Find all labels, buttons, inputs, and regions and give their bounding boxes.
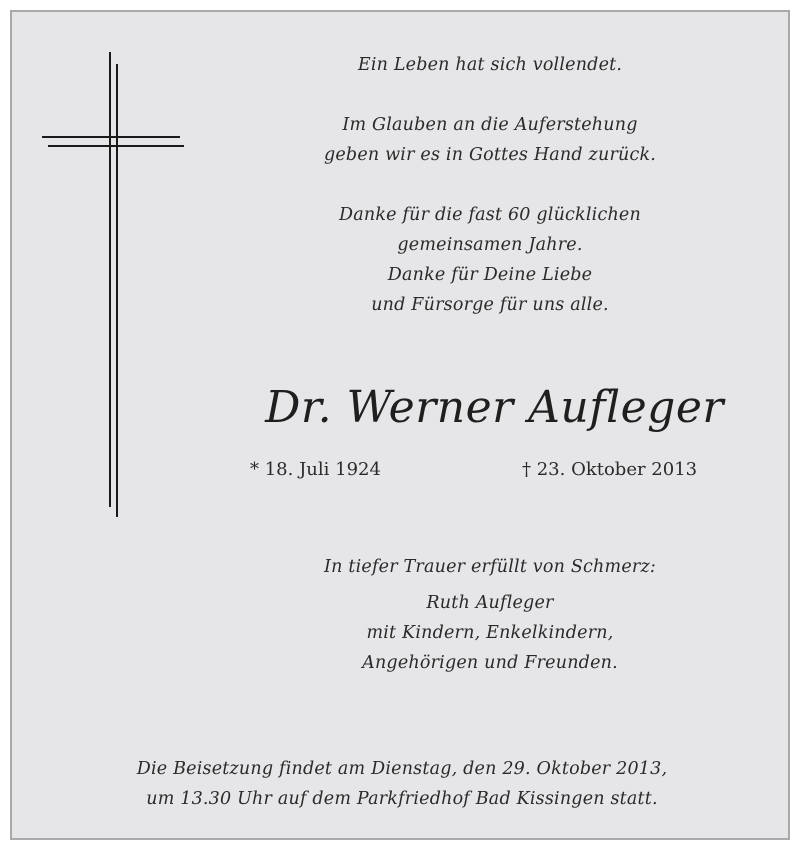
obituary-card — [10, 10, 790, 840]
funeral-line-1: Die Beisetzung findet am Dienstag, den 29. Oktober 2013, — [136, 759, 668, 779]
mourners-intro: In tiefer Trauer erfüllt von Schmerz: — [324, 557, 656, 577]
funeral-text — [52, 754, 752, 814]
mourners-line-2: mit Kindern, Enkelkindern, — [366, 623, 614, 643]
thanks-text — [290, 200, 690, 320]
cross-icon — [12, 12, 212, 532]
opening-text — [290, 50, 690, 80]
mourners-line-3: Angehörigen und Freunden. — [362, 653, 618, 673]
deceased-name: Dr. Werner Aufleger — [265, 382, 724, 433]
faith-line-1: Im Glauben an die Auferstehung — [342, 115, 638, 135]
birth-date: * 18. Juli 1924 — [250, 459, 381, 480]
thanks-line-4: und Fürsorge für uns alle. — [371, 295, 609, 315]
thanks-line-2: gemeinsamen Jahre. — [397, 235, 583, 255]
opening-line: Ein Leben hat sich vollendet. — [357, 55, 623, 75]
faith-text — [290, 110, 690, 170]
thanks-line-3: Danke für Deine Liebe — [387, 265, 593, 285]
mourners-text — [270, 552, 710, 678]
mourners-line-1: Ruth Aufleger — [426, 593, 554, 613]
death-date: † 23. Oktober 2013 — [522, 459, 698, 480]
thanks-line-1: Danke für die fast 60 glücklichen — [339, 205, 641, 225]
funeral-line-2: um 13.30 Uhr auf dem Parkfriedhof Bad Kissingen statt. — [146, 789, 658, 809]
faith-line-2: geben wir es in Gottes Hand zurück. — [323, 145, 657, 165]
